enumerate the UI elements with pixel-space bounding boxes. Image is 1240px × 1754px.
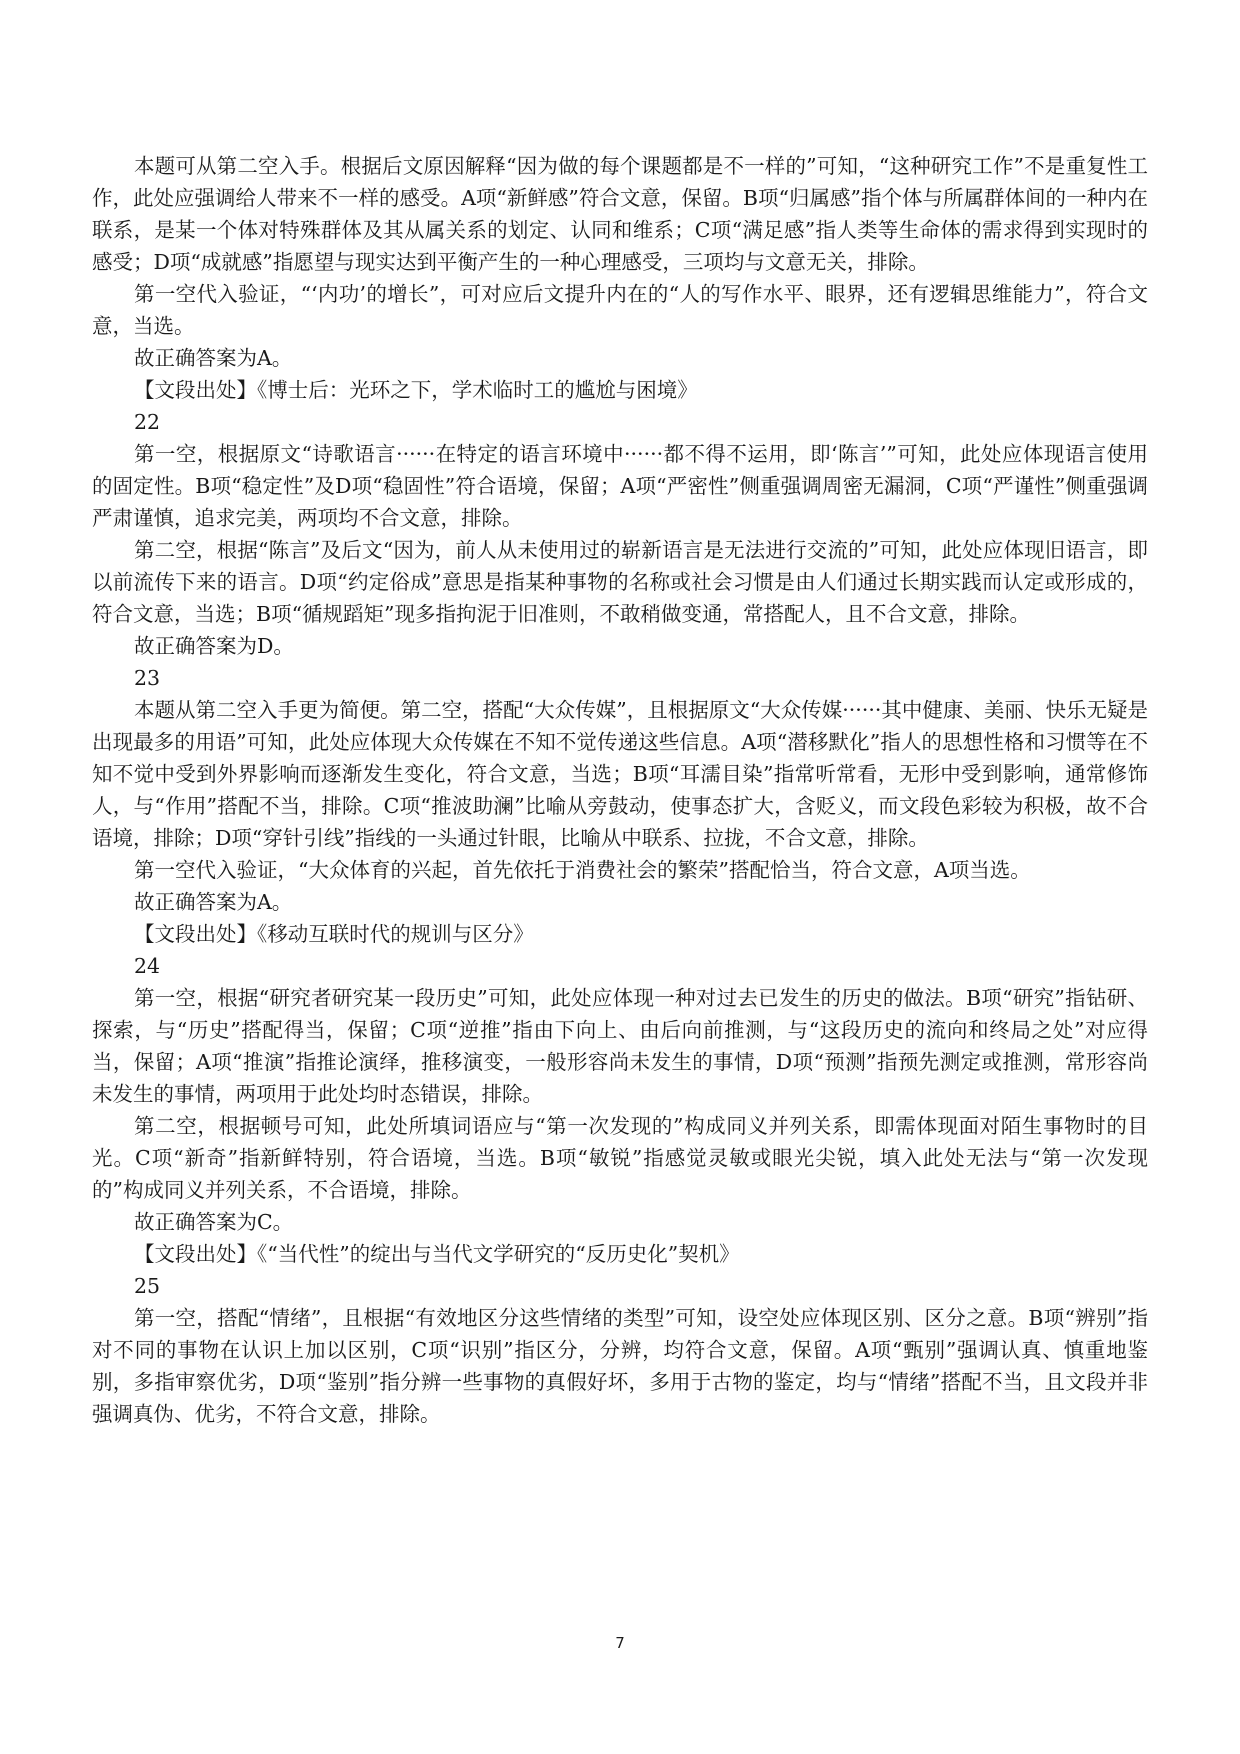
source-citation: 【文段出处】《“当代性”的绽出与当代文学研究的“反历史化”契机》 (134, 1242, 740, 1266)
explanation-paragraph: 第一空代入验证，“大众体育的兴起，首先依托于消费社会的繁荣”搭配恰当，符合文意，A项当选。 (134, 858, 1031, 882)
page-number: 7 (615, 1634, 625, 1652)
explanation-paragraph: 第二空，根据“陈言”及后文“因为，前人从未使用过的崭新语言是无法进行交流的”可知，此处应体现旧语言，即以前流传下来的语言。D项“约定俗成”意思是指某种事物的名称或社会习惯是由人们通过长期实践而认定或形成的，符合文意，当选；B项“循规蹈矩”现多指拘泥于旧准则，不敢稍做变通，常搭配人，且不合文意，排除。 (92, 538, 1148, 626)
explanation-paragraph: 第二空，根据顿号可知，此处所填词语应与“第一次发现的”构成同义并列关系，即需体现面对陌生事物时的目光。C项“新奇”指新鲜特别，符合语境，当选。B项“敏锐”指感觉灵敏或眼光尖锐，填入此处无法与“第一次发现的”构成同义并列关系，不合语境，排除。 (92, 1114, 1148, 1202)
explanation-paragraph: 本题从第二空入手更为简便。第二空，搭配“大众传媒”，且根据原文“大众传媒······其中健康、美丽、快乐无疑是出现最多的用语”可知，此处应体现大众传媒在不知不觉传递这些信息。A项“潜移默化”指人的思想性格和习惯等在不知不觉中受到外界影响而逐渐发生变化，符合文意，当选；B项“耳濡目染”指常听常看，无形中受到影响，通常修饰人，与“作用”搭配不当，排除。C项“推波助澜”比喻从旁鼓动，使事态扩大，含贬义，而文段色彩较为积极，故不合语境，排除；D项“穿针引线”指线的一头通过针眼，比喻从中联系、拉拢，不合文意，排除。 (92, 698, 1148, 850)
explanation-paragraph: 本题可从第二空入手。根据后文原因解释“因为做的每个课题都是不一样的”可知，“这种研究工作”不是重复性工作，此处应强调给人带来不一样的感受。A项“新鲜感”符合文意，保留。B项“归属感”指个体与所属群体间的一种内在联系，是某一个体对特殊群体及其从属关系的划定、认同和维系；C项“满足感”指人类等生命体的需求得到实现时的感受；D项“成就感”指愿望与现实达到平衡产生的一种心理感受，三项均与文意无关，排除。 (92, 154, 1148, 274)
source-citation: 【文段出处】《移动互联时代的规训与区分》 (134, 922, 534, 946)
answer-line: 故正确答案为D。 (134, 634, 294, 658)
answer-line: 故正确答案为A。 (134, 346, 293, 370)
answer-line: 故正确答案为C。 (134, 1210, 294, 1234)
explanation-paragraph: 第一空，搭配“情绪”，且根据“有效地区分这些情绪的类型”可知，设空处应体现区别、区分之意。B项“辨别”指对不同的事物在认识上加以区别，C项“识别”指区分，分辨，均符合文意，保留。A项“甄别”强调认真、慎重地鉴别，多指审察优劣，D项“鉴别”指分辨一些事物的真假好坏，多用于古物的鉴定，均与“情绪”搭配不当，且文段并非强调真伪、优劣，不符合文意，排除。 (92, 1306, 1148, 1426)
explanation-paragraph: 第一空，根据“研究者研究某一段历史”可知，此处应体现一种对过去已发生的历史的做法。B项“研究”指钻研、探索，与“历史”搭配得当，保留；C项“逆推”指由下向上、由后向前推测，与“这段历史的流向和终局之处”对应得当，保留；A项“推演”指推论演绎，推移演变，一般形容尚未发生的事情，D项“预测”指预先测定或推测，常形容尚未发生的事情，两项用于此处均时态错误，排除。 (92, 986, 1148, 1106)
question-number: 23 (134, 666, 161, 690)
explanation-paragraph: 第一空代入验证，“‘内功’的增长”，可对应后文提升内在的“人的写作水平、眼界，还有逻辑思维能力”，符合文意，当选。 (92, 282, 1148, 338)
explanation-paragraph: 第一空，根据原文“诗歌语言······在特定的语言环境中······都不得不运用，即‘陈言’”可知，此处应体现语言使用的固定性。B项“稳定性”及D项“稳固性”符合语境，保留；A项“严密性”侧重强调周密无漏洞，C项“严谨性”侧重强调严肃谨慎，追求完美，两项均不合文意，排除。 (92, 442, 1148, 530)
answer-line: 故正确答案为A。 (134, 890, 293, 914)
source-citation: 【文段出处】《博士后：光环之下，学术临时工的尴尬与困境》 (134, 378, 698, 402)
question-number: 24 (134, 954, 161, 978)
question-number: 22 (134, 410, 161, 434)
question-number: 25 (134, 1274, 161, 1298)
document-body (92, 150, 1148, 1430)
